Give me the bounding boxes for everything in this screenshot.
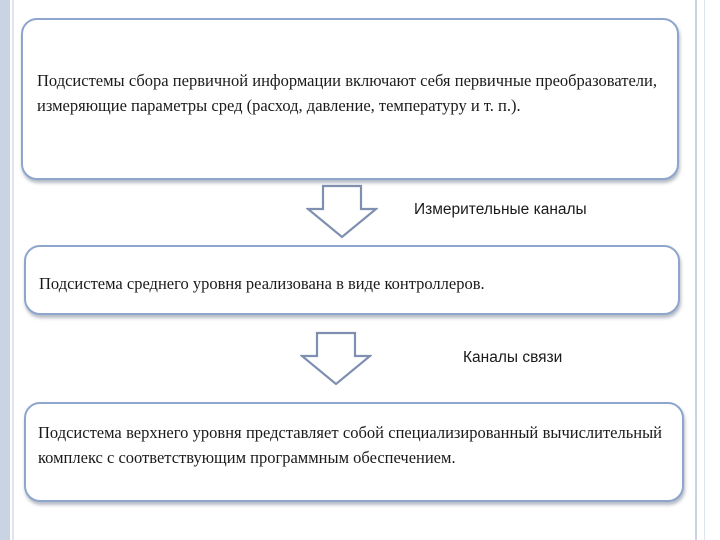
primary-info-subsystem-text: Подсистемы сбора первичной информации включают себя первичные преобразователи, измеряющие параметры сред (расход, давление, температуру и т. п.). [37,71,657,115]
left-decor-line [12,0,14,540]
right-decor-line [695,0,697,540]
upper-level-subsystem-text: Подсистема верхнего уровня представляет собой специализированный вычислительный комплекс с соответствующим программным обеспечением. [38,423,662,467]
right-decor-line-thin [704,0,705,540]
middle-level-subsystem-box [24,245,680,315]
communication-channels-label: Каналы связи [463,349,563,366]
primary-info-subsystem-box [21,18,679,180]
middle-level-subsystem-text: Подсистема среднего уровня реализована в виде контроллеров. [39,274,485,293]
left-decor-stripe [0,0,10,540]
measurement-channels-label: Измерительные каналы [414,201,587,218]
down-arrow-icon [306,184,378,240]
upper-level-subsystem-box [24,402,684,502]
down-arrow-icon [300,331,372,387]
